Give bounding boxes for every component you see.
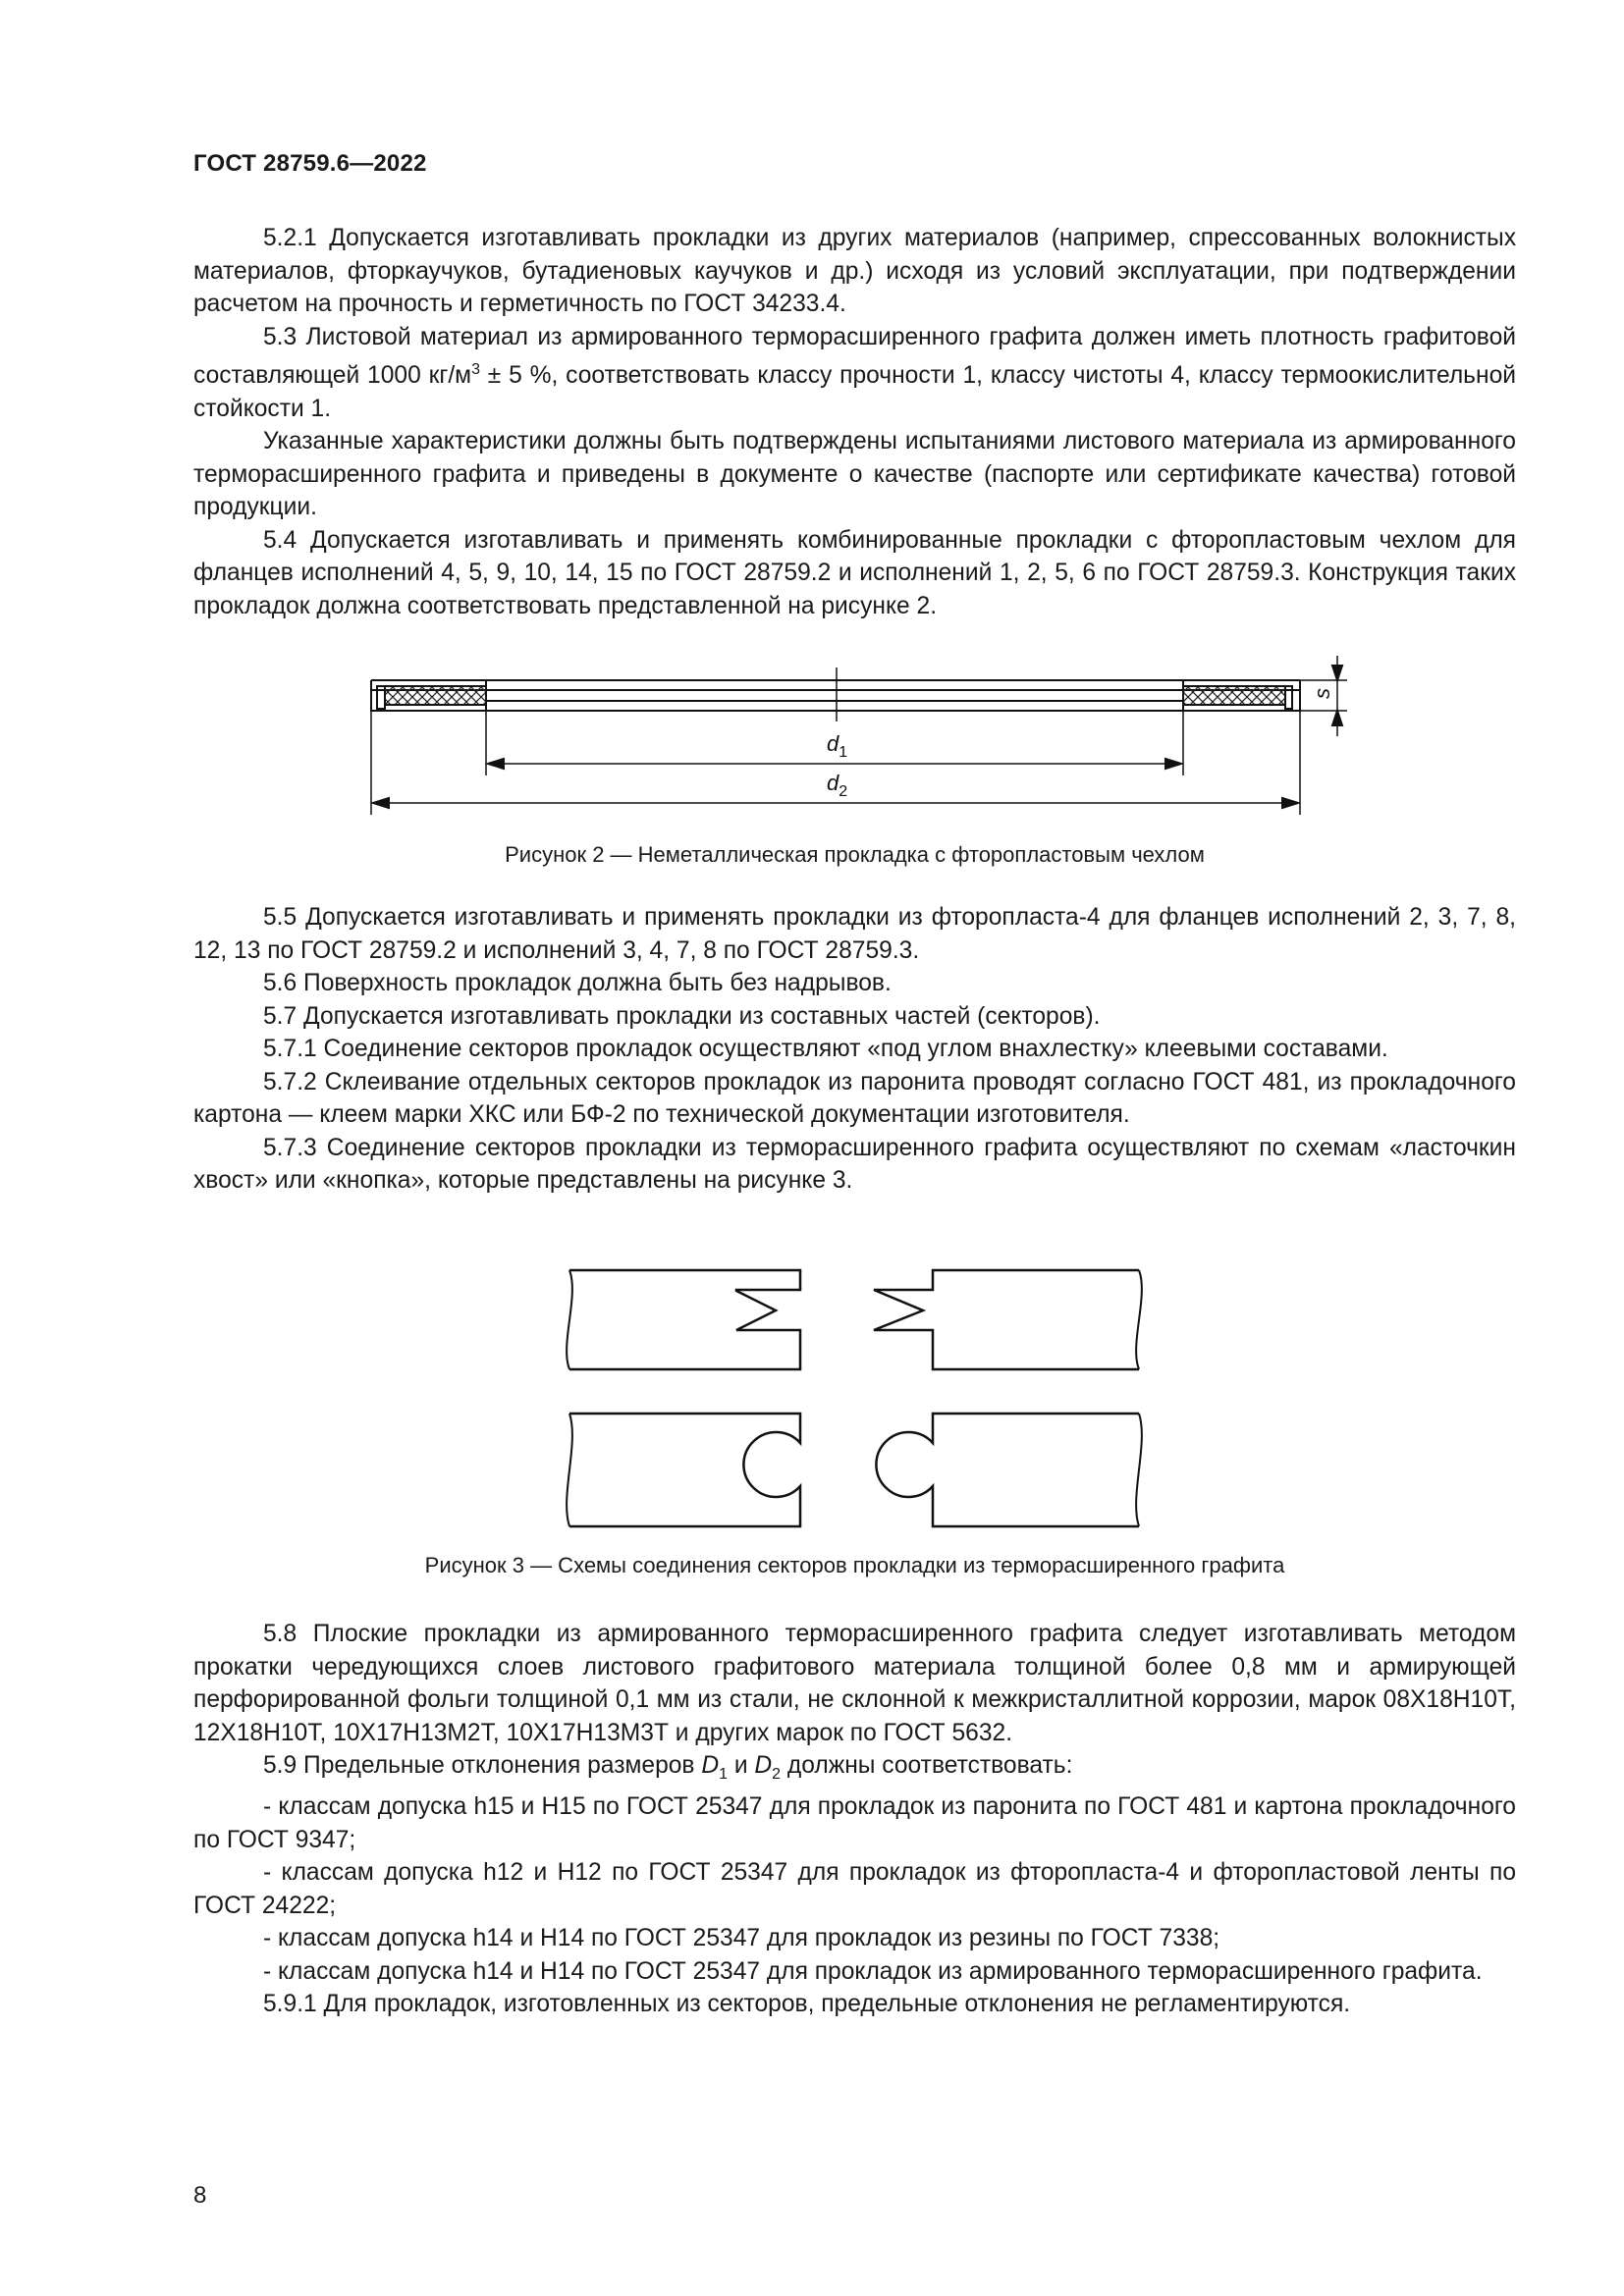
paragraph-5-6: 5.6 Поверхность прокладок должна быть без надрывов.	[263, 970, 892, 996]
paragraph-5-9-1: 5.9.1 Для прокладок, изготовленных из секторов, предельные отклонения не регламентируются.	[263, 1991, 1351, 2018]
figure-2-gasket	[371, 656, 1347, 815]
figure-2-caption: Рисунок 2 — Неметаллическая прокладка с фторопластовым чехлом	[505, 842, 1205, 867]
right-core-hatch	[1183, 686, 1285, 705]
list-item-h14-rubber: - классам допуска h14 и H14 по ГОСТ 25347 для прокладок из резины по ГОСТ 7338;	[263, 1925, 1220, 1952]
list-item-h12: - классам допуска h12 и H12 по ГОСТ 25347 для прокладок из фторопласта-4 и фторопластовой ленты по ГОСТ 24222;	[193, 1859, 1516, 1919]
button-left-piece	[569, 1414, 800, 1526]
dovetail-right-piece	[874, 1270, 1139, 1369]
dovetail-left-piece	[569, 1270, 800, 1369]
label-d1: $d_1$	[827, 731, 848, 761]
paragraph-5-9: 5.9 Предельные отклонения размеров $D_1$ и $D_2$ должны соответствовать:	[263, 1752, 1073, 1783]
text-block-3	[193, 1618, 1516, 2021]
paragraph-5-4: 5.4 Допускается изготавливать и применять комбинированные прокладки с фторопластовым чехлом для фланцев исполнений 4, 5, 9, 10, 14, 15 по ГОСТ 28759.2 и исполнений 1, 2, 5, 6 по ГОСТ 28759.3. Конструкция таких прокладок должна соответствовать представленной на рисунке 2.	[193, 526, 1516, 619]
paragraph-5-7: 5.7 Допускается изготавливать прокладки из составных частей (секторов).	[263, 1002, 1101, 1030]
figure-3-joints	[567, 1270, 1142, 1526]
list-item-h14-graphite: - классам допуска h14 и H14 по ГОСТ 25347 для прокладок из армированного терморасширенного графита.	[263, 1957, 1483, 1985]
paragraph-5-7-1: 5.7.1 Соединение секторов прокладок осуществляют «под углом внахлестку» клеевыми составами.	[263, 1036, 1388, 1062]
paragraph-5-3: 5.3 Листовой материал из армированного терморасширенного графита должен иметь плотность графитовой составляющей 1000 $кг/м^3 \pm 5$ %, соответствовать классу прочности 1, классу чистоты 4, классу термоокислительной стойкости 1.	[193, 323, 1516, 422]
text-block-2	[193, 901, 1516, 1198]
document-header: ГОСТ 28759.6—2022	[193, 150, 427, 177]
superscript: 3	[471, 361, 480, 378]
paragraph-5-7-2: 5.7.2 Склеивание отдельных секторов прокладок из паронита проводят согласно ГОСТ 481, из прокладочного картона — клеем марки ХКС или БФ-2 по технической документации изготовителя.	[193, 1068, 1516, 1128]
paragraph-5-8: 5.8 Плоские прокладки из армированного терморасширенного графита следует изготавливать методом прокатки чередующихся слоев листового графитового материала толщиной более 0,8 мм и армирующей перфорированной фольги толщиной 0,1 мм из стали, не склонной к межкристаллитной коррозии, марок 08Х18Н10Т, 12Х18Н10Т, 10Х17Н13М2Т, 10Х17Н13М3Т и других марок по ГОСТ 5632.	[193, 1621, 1516, 1746]
button-right-piece	[876, 1414, 1139, 1526]
label-s: s	[1310, 688, 1334, 699]
paragraph-5-5: 5.5 Допускается изготавливать и применять прокладки из фторопласта-4 для фланцев исполнений 2, 3, 7, 8, 12, 13 по ГОСТ 28759.2 и исполнений 3, 4, 7, 8 по ГОСТ 28759.3.	[193, 904, 1516, 964]
paragraph-5-3-note: Указанные характеристики должны быть подтверждены испытаниями листового материала из армированного терморасширенного графита и приведены в документе о качестве (паспорте или сертификате качества) готовой продукции.	[193, 428, 1516, 521]
left-core-hatch	[385, 686, 486, 705]
label-d2: $d_2$	[827, 771, 848, 800]
paragraph-5-7-3: 5.7.3 Соединение секторов прокладки из терморасширенного графита осуществляют по схемам «ласточкин хвост» или «кнопка», которые представлены на рисунке 3.	[193, 1134, 1516, 1194]
list-item-h15: - классам допуска h15 и H15 по ГОСТ 25347 для прокладок из паронита по ГОСТ 481 и картона прокладочного по ГОСТ 9347;	[193, 1793, 1516, 1853]
paragraph-5-2-1: 5.2.1 Допускается изготавливать прокладки из других материалов (например, спрессованных волокнистых материалов, фторкаучуков, бутадиеновых каучуков и др.) исходя из условий эксплуатации, при подтверждении расчетом на прочность и герметичность по ГОСТ 34233.4.	[193, 225, 1516, 317]
figure-3-caption: Рисунок 3 — Схемы соединения секторов прокладки из терморасширенного графита	[424, 1553, 1285, 1577]
page-number: 8	[193, 2182, 207, 2209]
